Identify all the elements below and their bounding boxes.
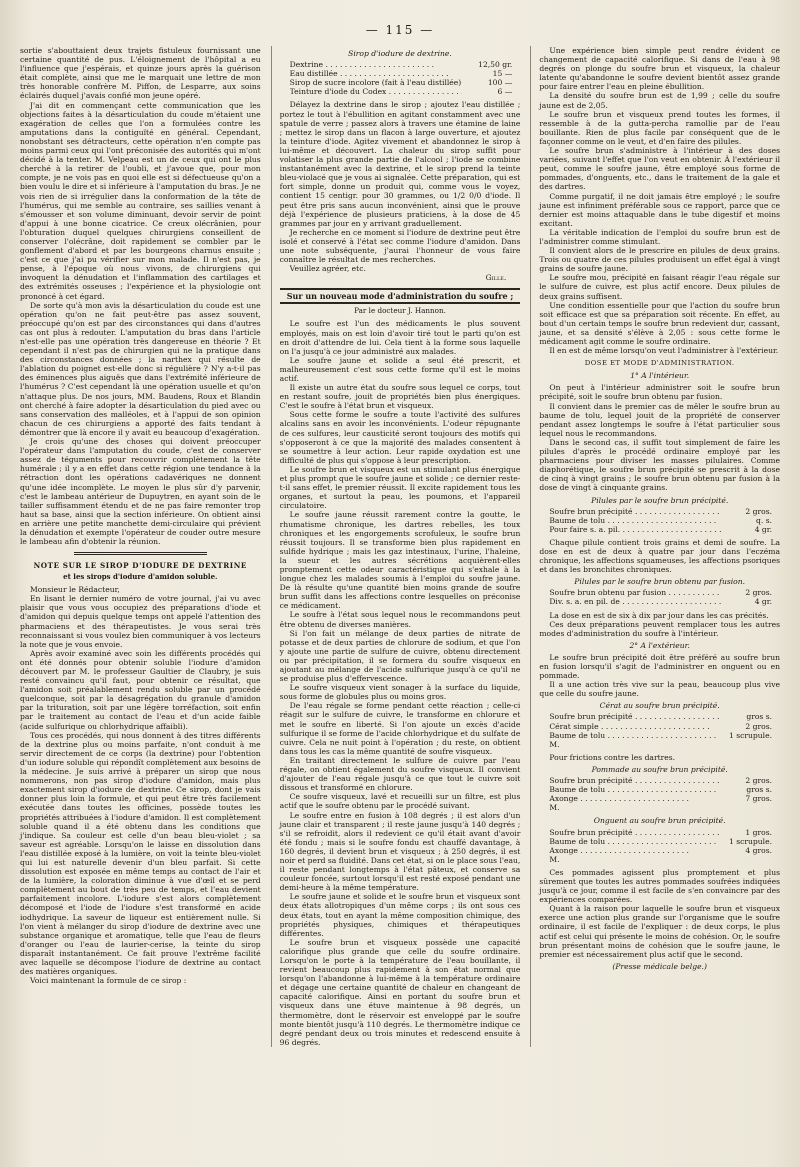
paragraph: Il convient dans le premier cas de mêler le soufre brun au baume de tolu, lequel jouit de la propriété de conserver pendant assez longtemps le soufre à l'état particulier sous lequel nous le recommandons. xyxy=(539,401,781,438)
ingredient: Baume de tolu . . . xyxy=(549,837,722,846)
ingredient: Baume de tolu . . . xyxy=(549,731,722,740)
paragraph: En traitant directement le sulfure de cuivre par l'eau régale, on obtient également du soufre visqueux. Il convient d'ajouter de l'eau régale jusqu'à ce que tout le cuivre soit dissous et transformé en chlorure. xyxy=(279,755,521,793)
quantity: q. s. xyxy=(756,515,773,525)
recipe-row xyxy=(290,87,513,96)
paragraph: Après avoir examiné avec soin les différents procédés qui ont été donnés pour obtenir soluble l'iodure d'amidon découvert par M. le professeur Gaultier de Claubry, je suis resté convaincu qu'il faut, pour obtenir ce résultat, que l'amidon soit préalablement rendu soluble par un procédé quelconque, soit par la désagrégation du granule d'amidon par la trituration, soit par une légère torréfaction, soit enfin par le traitement au contact de l'eau et d'un acide faible (acide sulfurique ou chlorhydrique affaibli). xyxy=(20,648,261,731)
quantity: 100 — xyxy=(487,78,513,88)
ingredient: Cérat simple . . . xyxy=(549,722,722,731)
paragraph: Il en est de même lorsqu'on veut l'administrer à l'extérieur. xyxy=(549,346,779,356)
recipe-title: Onguent au soufre brun précipité. xyxy=(593,816,726,826)
quantity: gros s. xyxy=(746,712,773,722)
recipe-row xyxy=(549,588,772,597)
greeting: Monsieur le Rédacteur, xyxy=(30,585,120,595)
note-subtitle: et les sirops d'iodure d'amidon soluble. xyxy=(63,572,218,582)
paragraph: Il existe un autre état du soufre sous lequel ce corps, tout en restant soufre, jouit de propriétés bien plus énergiques. C'est le soufre à l'état brun et visqueux. xyxy=(279,383,521,411)
recipe-title: Sirop d'iodure de dextrine. xyxy=(348,49,452,58)
quantity: 1 gros. xyxy=(745,827,773,837)
recipe-title: Pilules par le soufre brun précipité. xyxy=(591,495,729,505)
ingredient: Baume de tolu . . . xyxy=(549,785,722,794)
recipe-row xyxy=(549,507,772,516)
paragraph: Le soufre visqueux vient sonager à la surface du liquide, sous forme de globules plus ou moins gros. xyxy=(279,683,521,702)
paragraph: Il convient alors de le prescrire en pilules de deux grains. Trois ou quatre de ces pilules produisent un effet égal à vingt grains de soufre jaune. xyxy=(539,246,781,274)
paragraph: Le soufre jaune et solide et le soufre brun et visqueux sont deux états allotropiques d'un même corps ; ils ont sous ces deux états, tout en ayant la même composition chimique, des propriétés physiques, chimiques et thérapeutiques différentes. xyxy=(279,892,521,938)
ingredient: Soufre brun précipité . . . xyxy=(549,712,722,721)
paragraph: La dose en est de six à dix par jour dans les cas précités. xyxy=(549,610,769,620)
paragraph: De l'eau régale se forme pendant cette réaction ; celle-ci réagit sur le sulfure de cuivre, le transforme en chlorure et met le soufre en liberté. Si l'on ajoute un excès d'acide sulfurique il se forme de l'acide chlorhydrique et du sulfate de cuivre. Cela ne nuit point à l'opération ; du reste, on obtient dans tous les cas la même quantité de soufre visqueux. xyxy=(279,701,521,756)
column-right xyxy=(530,46,780,1047)
paragraph: J'ai dit en commençant cette communication que les objections faites à la désarticulation du coude m'étaient une exagération de celles que l'on a formulées contre les amputations dans la contiguïté en général. Cependant, nonobstant ses détracteurs, cette opération n'en compte pas moins parmi ceux qui l'ont préconisée des autorités qui m'ont décidé à la tenter. M. Velpeau est un de ceux qui ont le plus cherché à la retirer de l'oubli, et j'avoue que, pour mon compte, je ne vois pas en quoi elle est si défectueuse qu'on a bien voulu le dire et si inférieure à l'amputation du bras. Je ne vois rien de si irrégulier dans la conformation de la tête de l'humérus, qui me semble au contraire, ses saillies venant à s'émousser et son volume diminuant, devoir servir de point d'appui à une bonne cicatrice. Ce creux olécrânien, pour l'obturation duquel quelques chirurgiens conseillent de conserver l'olécrâne, doit rapidement se combler par le gonflement d'abord et par les bourgeons charnus ensuite ; c'est ce que j'ai pu vérifier sur mon malade. Il n'est pas, je pense, à l'époque où nous vivons, de chirurgiens qui invoquent la dénudation et l'inflammation des cartilages et des extrémités osseuses ; l'expérience et la physiologie ont prononcé à cet égard. xyxy=(20,100,261,301)
paragraph: Le soufre brun s'administre à l'intérieur à des doses variées, suivant l'effet que l'on veut en obtenir. À l'extérieur il peut, comme le soufre jaune, être employé sous forme de pommades, d'onguents, etc., dans le traitement de la gale et des dartres. xyxy=(539,146,781,192)
paragraph: Ces pommades agissent plus promptement et plus sûrement que toutes les autres pommades soufrées indiquées jusqu'à ce jour, comme il est facile de s'en convaincre par des expériences comparées. xyxy=(539,867,781,905)
recipe-pills-fusion xyxy=(549,588,772,606)
recipe-row xyxy=(290,78,513,87)
paragraph: Le soufre entre en fusion à 108 degrés ; il est alors d'un jaune clair et transparent ; il reste jaune jusqu'à 140 degrés ; s'il se refroidit, alors il redevient ce qu'il était avant d'avoir été fondu ; mais si le soufre fondu est chauffé davantage, à 160 degrés, il devient brun et visqueux ; à 250 degrés, il est noir et perd sa fluidité. Dans cet état, si on le place sous l'eau, il reste pendant longtemps à l'état pâteux, et conserve sa couleur foncée, surtout lorsqu'il est resté exposé pendant une demi-heure à la même température. xyxy=(279,810,521,893)
paragraph: Le soufre jaune et solide a seul été prescrit, et malheureusement c'est sous cette forme qu'il est le moins actif. xyxy=(279,355,521,383)
paragraph: Une expérience bien simple peut rendre évident ce changement de capacité calorifique. Si dans de l'eau à 98 degrés on plonge du soufre brun et visqueux, la chaleur latente qu'abandonne le soufre devient bientôt assez grande pour faire entrer l'eau en pleine ébullition. xyxy=(539,46,781,92)
quantity: 7 gros. xyxy=(745,794,773,804)
paragraph: Je crois qu'une des choses qui doivent préoccuper l'opérateur dans l'amputation du coude, c'est de conserver assez de téguments pour recouvrir complètement la tête humérale ; il y a en effet dans cette région une tendance à la rétraction dont les opérations cadavériques ne donnent qu'une idée incomplète. Le moyen le plus sûr d'y parvenir, c'est le lambeau antérieur de Dupuytren, en ayant soin de le tailler suffisamment étendu et de ne pas faire remonter trop haut sa base, ainsi que la section inférieure. On obtient ainsi en arrière une petite manchette demi-circulaire qui prévient la dénudation et exempte l'opérateur de couder outre mesure le lambeau afin d'obtenir la réunion. xyxy=(20,437,261,547)
quantity: 12,50 gr. xyxy=(478,60,513,70)
quantity: 6 — xyxy=(497,87,513,97)
byline: Par le docteur J. Hannon. xyxy=(354,306,446,316)
paragraph: Le soufre est l'un des médicaments le plus souvent employés, mais on est loin d'avoir tiré tout le parti qu'on est en droit d'attendre de lui. Cela tient à la forme sous laquelle on l'a jusqu'à ce jour administré aux malades. xyxy=(279,319,521,356)
recipe-row xyxy=(549,722,772,731)
quantity: 4 gr. xyxy=(754,524,773,534)
paragraph: Le soufre jaune réussit rarement contre la goutte, le rhumatisme chronique, les dartres rebelles, les toux chroniques et les engorgements scrofuleux, le soufre brun réussit toujours. Il se transforme bien plus rapidement en sulfide hydrique ; mais les gaz intestinaux, l'urine, l'haleine, la sueur et les autres sécrétions acquièrent-elles promptement cette odeur caractéristique qui s'exhale à la longue chez les malades soumis à l'emploi du soufre jaune. De là résulte qu'une quantité bien moins grande de soufre brun suffit dans les affections contre lesquelles on préconise ce médicament. xyxy=(279,510,521,611)
paragraph: Une condition essentielle pour que l'action du soufre brun soit efficace est que sa préparation soit récente. En effet, au bout d'un certain temps le soufre brun redevient dur, cassant, jaune, et sa densité s'élève à 2,05 : sous cette forme le médicament agit comme le soufre ordinaire. xyxy=(539,300,781,346)
recipe-row xyxy=(549,731,772,740)
paragraph: sortie s'abouttaient deux trajets fistuleux fournissant une certaine quantité de pus. L'éloignement de l'hôpital a eu l'influence que j'espérais, et quinze jours après la guérison était complète, ainsi que me le marquait une lettre de mon très honorable confrère M. Piffon, de Lesparre, aux soins éclairés duquel j'avais confié mon jeune opéré. xyxy=(20,46,261,101)
paragraph: Le soufre mou, précipité en faisant réagir l'eau régale sur le sulfure de cuivre, est plus actif encore. Deux pilules de deux grains suffisent. xyxy=(539,273,781,301)
recipe-row xyxy=(549,712,772,721)
ingredient: Div. s. a. en pil. de . . . xyxy=(549,597,722,606)
article-title: Sur un nouveau mode d'administration du soufre ; xyxy=(280,288,521,304)
note-title: NOTE SUR LE SIROP D'IODURE DE DEXTRINE xyxy=(33,561,248,571)
paragraph: Dans le second cas, il suffit tout simplement de faire les pilules d'après le procédé ordinaire employé par les pharmaciens pour diviser les masses pilulaires. Comme diaphorétique, le soufre brun précipité se prescrit à la dose de cinq à vingt grains ; le soufre brun obtenu par fusion à la dose de vingt à cinquante grains. xyxy=(539,437,781,493)
column-left xyxy=(20,46,261,1047)
signature: Gille. xyxy=(485,273,507,283)
paragraph: De sorte qu'à mon avis la désarticulation du coude est une opération qu'on ne fait peut-être pas assez souvent, préoccupé qu'on est par des circonstances qui dans d'autres cas ont plus à redouter. L'amputation du bras dans l'article n'est-elle pas une opération très dangereuse en théorie ? Et cependant il n'est pas de chirurgien qui ne la pratique dans des circonstances données ; la narthex qui résulte de l'ablation du poignet est-elle donc si régulière ? N'y a-t-il pas des éminences plus aiguës que dans l'extrémité inférieure de l'humérus ? C'est cependant là une opération usuelle et qu'on n'attaque plus. De nos jours, MM. Baudens, Roux et Blandin ont cherché à faire adopter la désarticulation du pied avec ou sans conservation des malléoles, et à l'appui de son opinion chacun de ces chirurgiens a apporté des faits tendant à démontrer que là encore il y avait eu beaucoup d'exagération. xyxy=(20,300,261,437)
recipe-row xyxy=(549,776,772,785)
ingredient: Baume de tolu . . . xyxy=(549,516,722,525)
quantity: 2 gros. xyxy=(745,721,773,731)
recipe-row xyxy=(549,597,772,606)
recipe-cerate xyxy=(549,712,772,748)
paragraph: Chaque pilule contient trois grains et demi de soufre. La dose en est de deux à quatre par jour dans l'eczéma chronique, les affections squameuses, les affections psoriques et dans les bronchites chroniques. xyxy=(539,537,781,575)
quantity: gros s. xyxy=(746,785,773,795)
ingredient: Dextrine . . . xyxy=(290,60,463,69)
section-heading: DOSE ET MODE D'ADMINISTRATION. xyxy=(584,359,735,368)
recipe-row xyxy=(549,794,772,803)
ingredient: Soufre brun précipité . . . xyxy=(549,828,722,837)
paragraph: Comme purgatif, il ne doit jamais être employé ; le soufre jaune est infiniment préférable sous ce rapport, parce que ce dernier est moins attaquable dans le tube digestif et moins excitant. xyxy=(539,191,781,228)
paragraph: Voici maintenant la formule de ce sirop : xyxy=(30,976,187,986)
ingredient: Soufre brun obtenu par fusion . . . xyxy=(549,588,722,597)
recipe-pills-precipitated xyxy=(549,507,772,534)
ingredient: Soufre brun précipité . . . xyxy=(549,507,722,516)
recipe-row xyxy=(549,516,772,525)
recipe-title: Pommade au soufre brun précipité. xyxy=(591,764,728,774)
paragraph: Tous ces procédés, qui nous donnent à des titres différents de la dextrine plus ou moins parfaite, n'ont conduit à me servir directement de ce corps (la dextrine) pour l'obtention d'un iodure soluble qui répondît complètement aux besoins de la médecine. Je suis arrivé à préparer un sirop que nous nommerons, non pas sirop d'iodure d'amidon, mais plus exactement sirop d'iodure de dextrine. Ce sirop, dont je vais donner plus loin la formule, et qui peut être très facilement exécutée dans toutes les officines, possède toutes les propriétés attribuées à l'iodure d'amidon. Il est complètement soluble quand il a été obtenu dans les conditions que j'indique. Sa couleur est celle d'un beau bleu-violet ; sa saveur est agréable. Lorsqu'on le laisse en dissolution dans l'eau distillée exposé à la lumière, on voit la teinte bleu-violet qui lui est naturelle devenir d'un bleu parfait. Si cette dissolution est exposée en même temps au contact de l'air et de la lumière, la coloration diminue à vue d'œil et se perd complètement au bout de très peu de temps, et l'eau devient parfaitement incolore. L'iodure s'est alors complètement décomposé et l'iode de l'iodure s'est transformé en acide iodhydrique. La saveur de liqueur est entièrement nulle. Si l'on vient à mélanger du sirop d'iodure de dextrine avec une substance organique et aromatique, telle que l'eau de fleurs d'oranger ou l'eau de laurier-cerise, la teinte du sirop disparaît instantanément. Ce fait prouve l'extrême facilité avec laquelle se décompose l'iodure de dextrine au contact des matières organiques. xyxy=(20,730,261,977)
mix-mark: M. xyxy=(549,803,560,813)
recipe-row xyxy=(290,60,513,69)
recipe-row xyxy=(549,525,772,534)
paragraph: En lisant le dernier numéro de votre journal, j'ai vu avec plaisir que vous vous occupiez des préparations d'iode et d'amidon qui depuis quelque temps ont appelé l'attention des pharmaciens et des thérapeutistes. Je vous serai très reconnaissant si vous voulez bien communiquer à vos lecteurs la note que je vous envoie. xyxy=(20,594,261,649)
paragraph: Le soufre brun et visqueux prend toutes les formes, il ressemble à de la gutta-percha ramollie par de l'eau bouillante. Rien de plus facile par conséquent que de le façonner comme on le veut, et d'en faire des pilules. xyxy=(539,109,781,146)
quantity: 1 scrupule. xyxy=(729,730,773,740)
recipe-row xyxy=(549,846,772,855)
recipe-ointment xyxy=(549,828,772,864)
paragraph: Si l'on fait un mélange de deux parties de nitrate de potasse et de deux parties de chlorure de sodium, et que l'on y ajoute une partie de sulfure de cuivre, obtenu directement ou par précipitation, il se formera du soufre visqueux en ajoutant au mélange de l'acide sulfurique jusqu'à ce qu'il ne se produise plus d'effervescence. xyxy=(279,628,521,684)
subsection-heading: 2° A l'extérieur. xyxy=(629,640,690,650)
ingredient: Axonge . . . xyxy=(549,794,722,803)
quantity: 2 gros. xyxy=(745,776,773,786)
recipe-title: Cérat au soufre brun précipité. xyxy=(599,701,720,711)
recipe-row xyxy=(290,69,513,78)
quantity: 4 gros. xyxy=(745,845,773,855)
paragraph: On peut à l'intérieur administrer soit le soufre brun précipité, soit le soufre brun obtenu par fusion. xyxy=(539,383,781,402)
paragraph: Le soufre brun et visqueux est un stimulant plus énergique et plus prompt que le soufre jaune et solide ; ce dernier reste-t-il sans effet, le premier réussit. Il excite rapidement tous les organes, et surtout la peau, les poumons, et l'appareil circulatoire. xyxy=(279,464,521,511)
ingredient: Teinture d'iode du Codex . . . xyxy=(290,87,463,96)
paragraph: Je recherche en ce moment si l'iodure de dextrine peut être isolé et conservé à l'état sec comme l'iodure d'amidon. Dans une note subséquente, j'aurai l'honneur de vous faire connaître le résultat de mes recherches. xyxy=(279,227,521,265)
paragraph: Le soufre à l'état sous lequel nous le recommandons peut être obtenu de diverses manières. xyxy=(279,610,521,629)
quantity: 2 gros. xyxy=(745,588,773,598)
paragraph: Délayez la dextrine dans le sirop ; ajoutez l'eau distillée ; portez le tout à l'ébullition en agitant constamment avec une spatule de verre ; passez alors à travers une étamine de laine ; mettez le sirop dans un flacon à large ouverture, et ajoutez la teinture d'iode. Agitez vivement et abandonnez le sirop à lui-même et découvert. La chaleur du sirop suffit pour volatiser la plus grande partie de l'alcool ; l'iode se combine instantanément avec la dextrine, et le sirop prend la teinte bleu-violacé que je vous ai signalée. Cette préparation, qui est fort simple, donne un produit qui, comme vous le voyez, contient 15 centigr. pour 30 grammes, ou 1/2 0/0 d'iode. Il peut être pris sans aucun inconvénient, ainsi que le prouve déjà l'expérience de plusieurs praticiens, à la dose de 45 grammes par jour en y arrivant graduellement. xyxy=(279,100,521,228)
columns xyxy=(20,46,780,1047)
source-citation: (Presse médicale belge.) xyxy=(612,961,707,971)
paragraph: Quant à la raison pour laquelle le soufre brun et visqueux exerce une action plus grande sur l'organisme que le soufre ordinaire, il est facile de l'expliquer : de deux corps, le plus actif est celui qui présente le moins de cohésion. Or, le soufre brun présentant moins de cohésion que le soufre jaune, le premier est nécessairement plus actif que le second. xyxy=(539,904,781,959)
quantity: 15 — xyxy=(492,69,513,79)
paragraph: La véritable indication de l'emploi du soufre brun est de l'administrer comme stimulant. xyxy=(539,227,781,246)
mix-mark: M. xyxy=(549,739,560,749)
paragraph: Veuillez agréer, etc. xyxy=(289,264,366,274)
recipe-syrup xyxy=(290,60,513,96)
quantity: 1 scrupule. xyxy=(729,836,773,846)
ingredient: Eau distillée . . . xyxy=(290,69,463,78)
subsection-heading: 1° A l'intérieur. xyxy=(630,371,690,381)
paragraph: Il a une action très vive sur la peau, beaucoup plus vive que celle du soufre jaune. xyxy=(539,680,781,699)
paragraph: Sous cette forme le soufre a toute l'activité des sulfures alcalins sans en avoir les inconvénients. L'odeur répugnante de ces sulfures, leur causticité seront toujours des motifs qui s'opposeront à ce que la majorité des malades consentent à se soumettre à leur action. Leur rapide oxydation est une difficulté de plus qui s'oppose à leur prescription. xyxy=(279,410,521,465)
paragraph: La densité du soufre brun est de 1,99 ; celle du soufre jaune est de 2,05. xyxy=(539,91,781,110)
page-header: — 115 — xyxy=(365,23,435,37)
recipe-pomade xyxy=(549,776,772,812)
ingredient: Sirop de sucre incolore (fait à l'eau distillée) . . . xyxy=(290,78,463,87)
quantity: 2 gros. xyxy=(745,506,773,516)
ingredient: Axonge . . . xyxy=(549,846,722,855)
paragraph: Ces deux préparations peuvent remplacer tous les autres modes d'administration du soufre à l'intérieur. xyxy=(539,619,781,638)
paragraph: Le soufre brun précipité doit être préféré au soufre brun en fusion lorsqu'il s'agit de l'administrer en onguent ou en pommade. xyxy=(539,652,781,681)
recipe-row xyxy=(549,828,772,837)
ingredient: Pour faire s. a. pil. . . . xyxy=(549,525,722,534)
column-middle xyxy=(271,46,521,1047)
mix-mark: M. xyxy=(549,854,560,864)
paragraph: Pour frictions contre les dartres. xyxy=(549,752,676,762)
recipe-row xyxy=(549,785,772,794)
paragraph: Ce soufre visqueux, lavé et recueilli sur un filtre, est plus actif que le soufre obtenu par le procédé suivant. xyxy=(279,792,521,811)
recipe-row xyxy=(549,837,772,846)
section-divider xyxy=(74,552,206,555)
ingredient: Soufre brun précipité . . . xyxy=(549,776,722,785)
quantity: 4 gr. xyxy=(754,597,773,607)
paragraph: Le soufre brun et visqueux possède une capacité calorifique plus grande que celle du soufre ordinaire. Lorsqu'on le porte à la température de l'eau bouillante, il revient beaucoup plus rapidement à son état normal que lorsqu'on l'abandonne à lui-même à la température ordinaire et dégage une certaine quantité de chaleur en changeant de capacité calorifique. Ainsi en portant du soufre brun et visqueux dans une étuve maintenue à 98 degrés, un thermomètre, dont le réservoir est enveloppé par le soufre monte bientôt jusqu'à 110 degrés. Le thermomètre indique ce degré pendant deux ou trois minutes et redescend ensuite à 96 degrés. xyxy=(279,937,521,1047)
recipe-title: Pilules par le soufre brun obtenu par fusion. xyxy=(574,577,746,587)
